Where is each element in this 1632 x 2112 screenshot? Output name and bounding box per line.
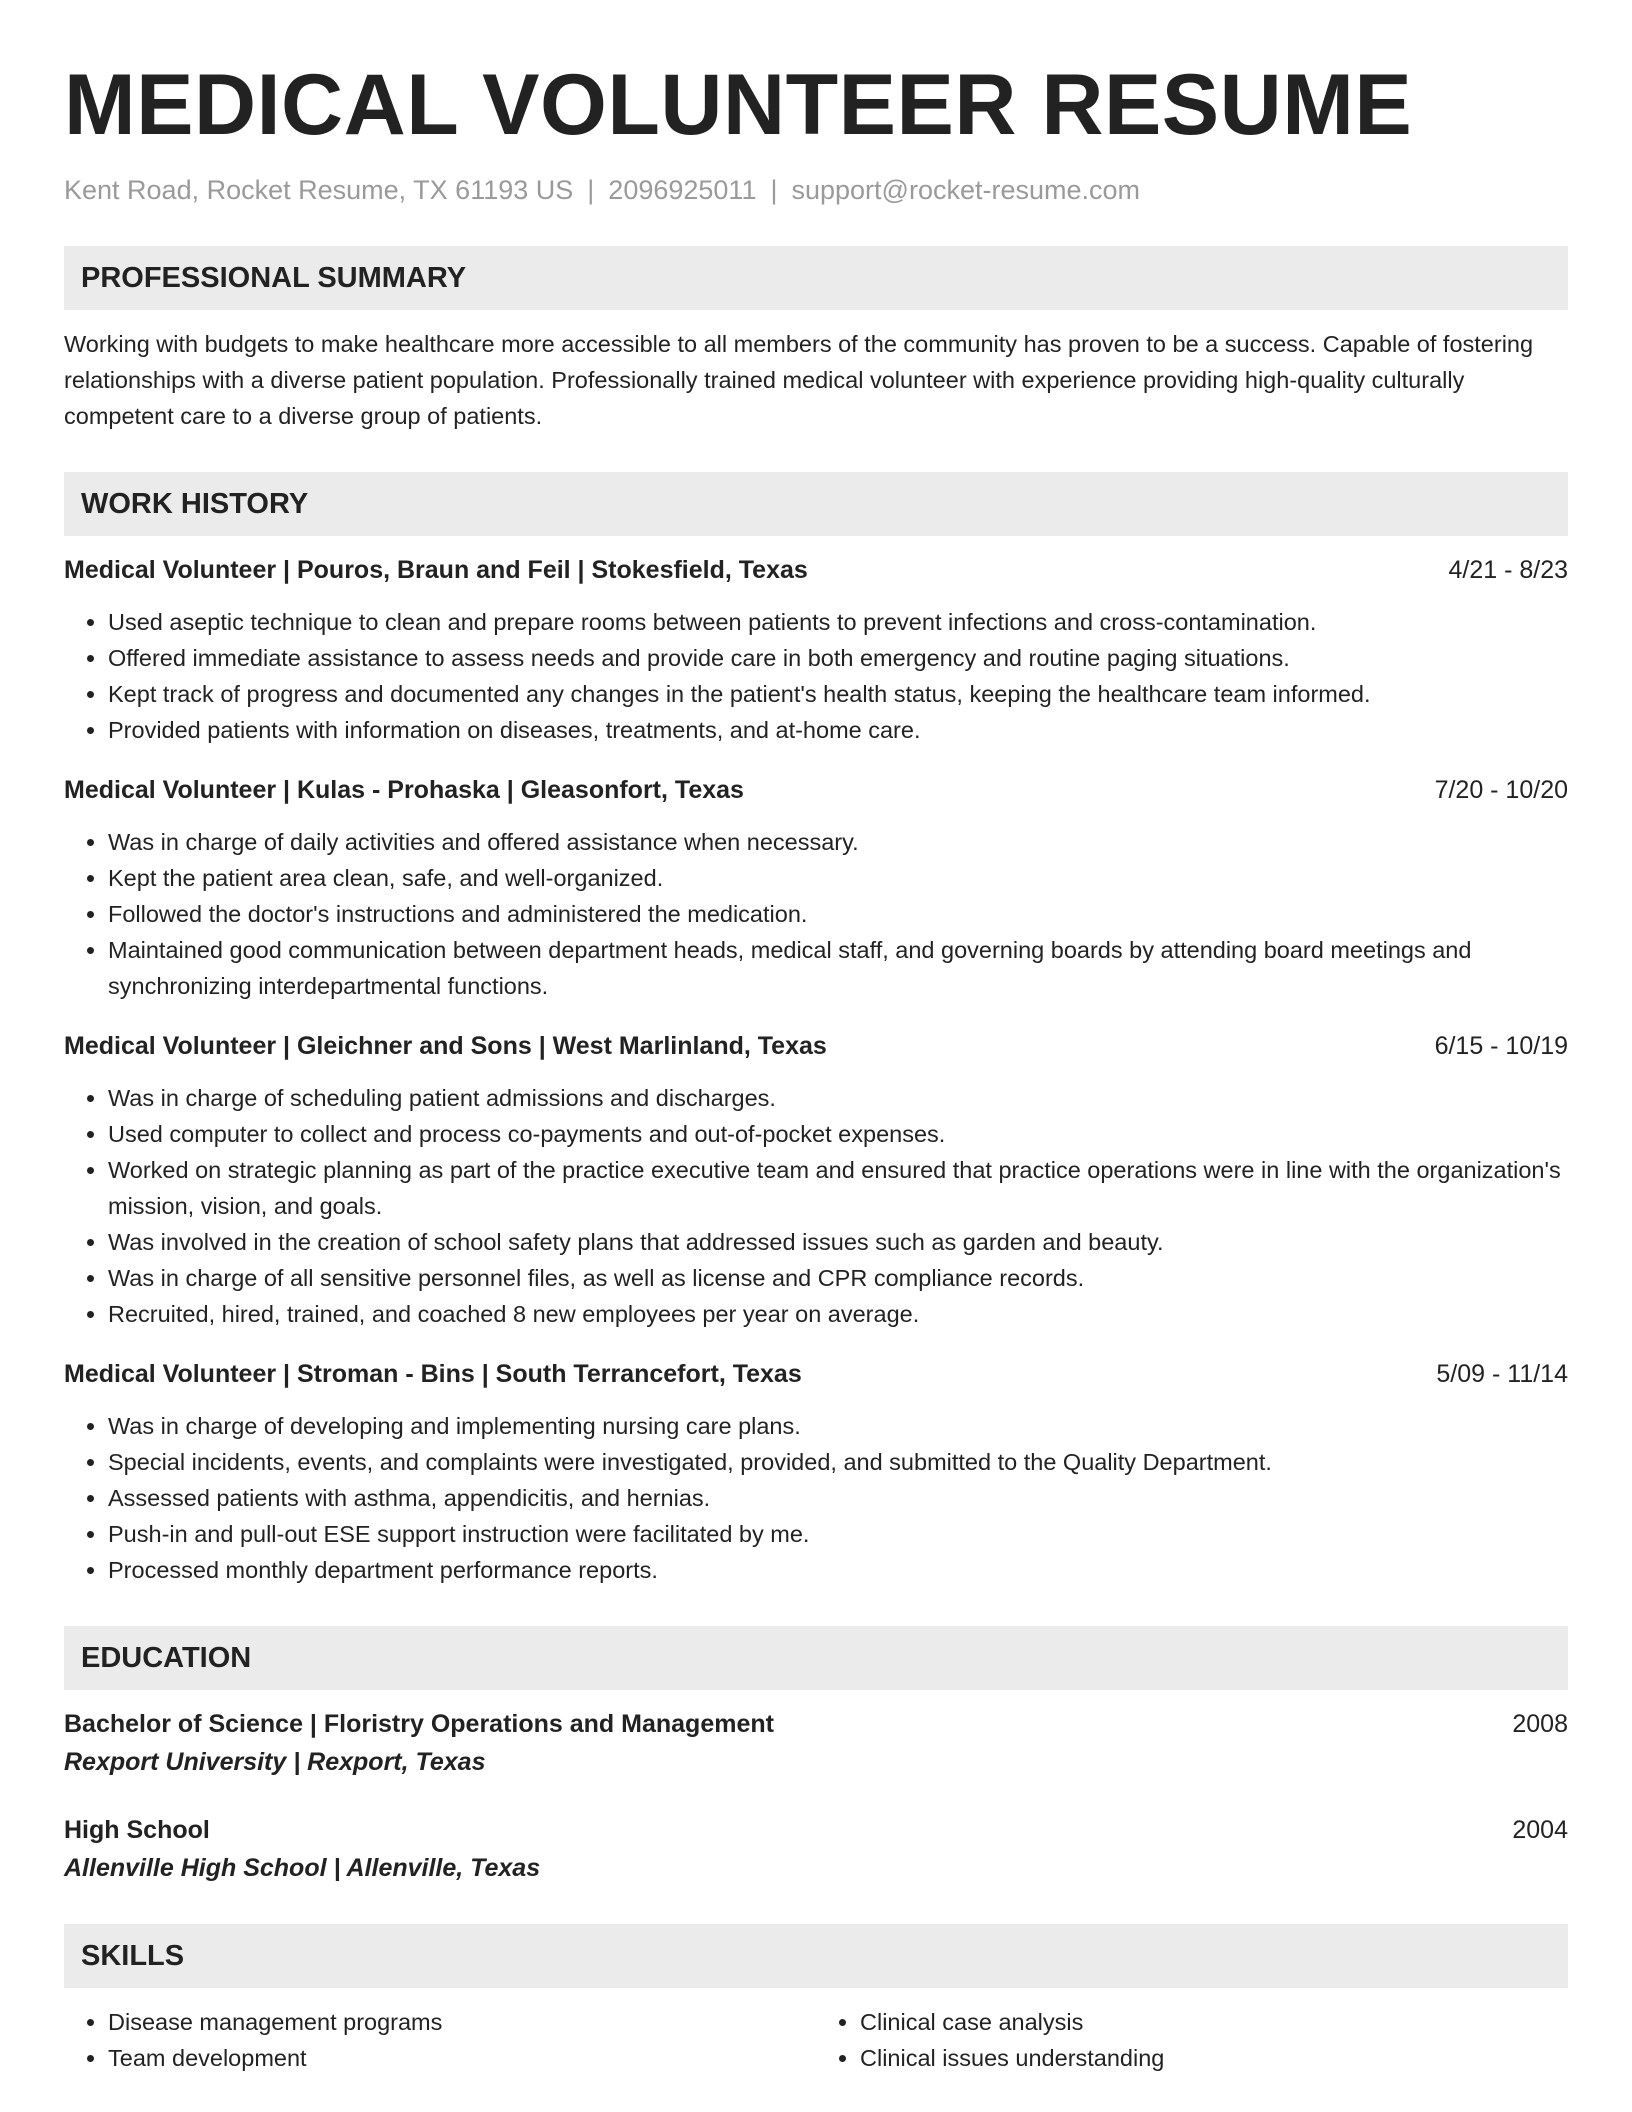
education-entry xyxy=(64,1812,1568,1886)
job-entry xyxy=(64,1028,1568,1332)
education-entry xyxy=(64,1706,1568,1780)
contact-separator: | xyxy=(587,175,595,205)
job-title: Medical Volunteer | Stroman - Bins | South Terrancefort, Texas xyxy=(64,1360,802,1388)
resume-title: MEDICAL VOLUNTEER RESUME xyxy=(64,57,1413,153)
skill-item: • Clinical issues understanding xyxy=(860,2040,1568,2076)
contact-email: support@rocket-resume.com xyxy=(791,175,1141,205)
job-bullet: • Kept the patient area clean, safe, and well-organized. xyxy=(108,860,1568,896)
job-bullet: • Special incidents, events, and complaints were investigated, provided, and submitted to the Quality Department. xyxy=(108,1444,1568,1480)
job-bullet: • Was in charge of daily activities and offered assistance when necessary. xyxy=(108,824,1568,860)
job-bullet: • Maintained good communication between department heads, medical staff, and governing boards by attending board meetings and synchronizing interdepartmental functions. xyxy=(108,932,1568,1004)
job-bullet: • Provided patients with information on diseases, treatments, and at-home care. xyxy=(108,712,1568,748)
job-bullet: • Was in charge of developing and implementing nursing care plans. xyxy=(108,1408,1568,1444)
job-dates: 6/15 - 10/19 xyxy=(1434,1032,1568,1060)
education-school: Rexport University | Rexport, Texas xyxy=(64,1748,486,1776)
job-bullets xyxy=(64,1080,1568,1332)
job-dates: 5/09 - 11/14 xyxy=(1436,1360,1568,1388)
section-heading-education: EDUCATION xyxy=(64,1626,1568,1690)
job-bullet: • Was in charge of scheduling patient admissions and discharges. xyxy=(108,1080,1568,1116)
education-degree: Bachelor of Science | Floristry Operations and Management xyxy=(64,1710,774,1738)
skills-list xyxy=(64,2004,1568,2076)
job-bullet: • Kept track of progress and documented any changes in the patient's health status, keeping the healthcare team informed. xyxy=(108,676,1568,712)
education-header xyxy=(64,1812,1568,1848)
job-bullet: • Offered immediate assistance to assess needs and provide care in both emergency and routine paging situations. xyxy=(108,640,1568,676)
job-dates: 7/20 - 10/20 xyxy=(1434,776,1568,804)
job-header xyxy=(64,552,1568,588)
contact-line xyxy=(64,172,1568,208)
job-bullets xyxy=(64,604,1568,748)
job-entry xyxy=(64,1356,1568,1588)
section-heading-skills: SKILLS xyxy=(64,1924,1568,1988)
job-bullet: • Push-in and pull-out ESE support instruction were facilitated by me. xyxy=(108,1516,1568,1552)
job-bullets xyxy=(64,1408,1568,1588)
contact-address: Kent Road, Rocket Resume, TX 61193 US xyxy=(64,175,574,205)
job-bullet: • Used aseptic technique to clean and prepare rooms between patients to prevent infections and cross-contamination. xyxy=(108,604,1568,640)
job-entry xyxy=(64,772,1568,1004)
skill-item: • Team development xyxy=(108,2040,816,2076)
job-entry xyxy=(64,552,1568,748)
section-heading-work-history: WORK HISTORY xyxy=(64,472,1568,536)
education-year: 2008 xyxy=(1512,1710,1568,1738)
job-bullet: • Worked on strategic planning as part of the practice executive team and ensured that practice operations were in line with the organization's mission, vision, and goals. xyxy=(108,1152,1568,1224)
job-bullet: • Processed monthly department performance reports. xyxy=(108,1552,1568,1588)
job-header xyxy=(64,1028,1568,1064)
job-bullets xyxy=(64,824,1568,1004)
summary-text: Working with budgets to make healthcare more accessible to all members of the community has proven to be a success. Capable of fostering relationships with a diverse patient population. Professionally trained medical volunteer with experience providing high-quality culturally competent care to a diverse group of patients. xyxy=(64,331,1534,429)
section-heading-summary: PROFESSIONAL SUMMARY xyxy=(64,246,1568,310)
job-title: Medical Volunteer | Kulas - Prohaska | Gleasonfort, Texas xyxy=(64,776,744,804)
skills-column-right xyxy=(816,2004,1568,2076)
education-year: 2004 xyxy=(1512,1816,1568,1844)
education-degree: High School xyxy=(64,1816,210,1844)
job-header xyxy=(64,772,1568,808)
skills-column-left xyxy=(64,2004,816,2076)
job-bullet: • Followed the doctor's instructions and administered the medication. xyxy=(108,896,1568,932)
contact-separator: | xyxy=(770,175,778,205)
education-school: Allenville High School | Allenville, Texas xyxy=(64,1854,541,1882)
job-bullet: • Used computer to collect and process co-payments and out-of-pocket expenses. xyxy=(108,1116,1568,1152)
contact-phone: 2096925011 xyxy=(608,175,757,205)
job-bullet: • Was involved in the creation of school safety plans that addressed issues such as garden and beauty. xyxy=(108,1224,1568,1260)
job-bullet: • Was in charge of all sensitive personnel files, as well as license and CPR compliance records. xyxy=(108,1260,1568,1296)
job-bullet: • Assessed patients with asthma, appendicitis, and hernias. xyxy=(108,1480,1568,1516)
job-dates: 4/21 - 8/23 xyxy=(1448,556,1568,584)
job-header xyxy=(64,1356,1568,1392)
skill-item: • Disease management programs xyxy=(108,2004,816,2040)
job-bullet: • Recruited, hired, trained, and coached 8 new employees per year on average. xyxy=(108,1296,1568,1332)
education-header xyxy=(64,1706,1568,1742)
skill-item: • Clinical case analysis xyxy=(860,2004,1568,2040)
job-title: Medical Volunteer | Gleichner and Sons | West Marlinland, Texas xyxy=(64,1032,827,1060)
job-title: Medical Volunteer | Pouros, Braun and Feil | Stokesfield, Texas xyxy=(64,556,808,584)
